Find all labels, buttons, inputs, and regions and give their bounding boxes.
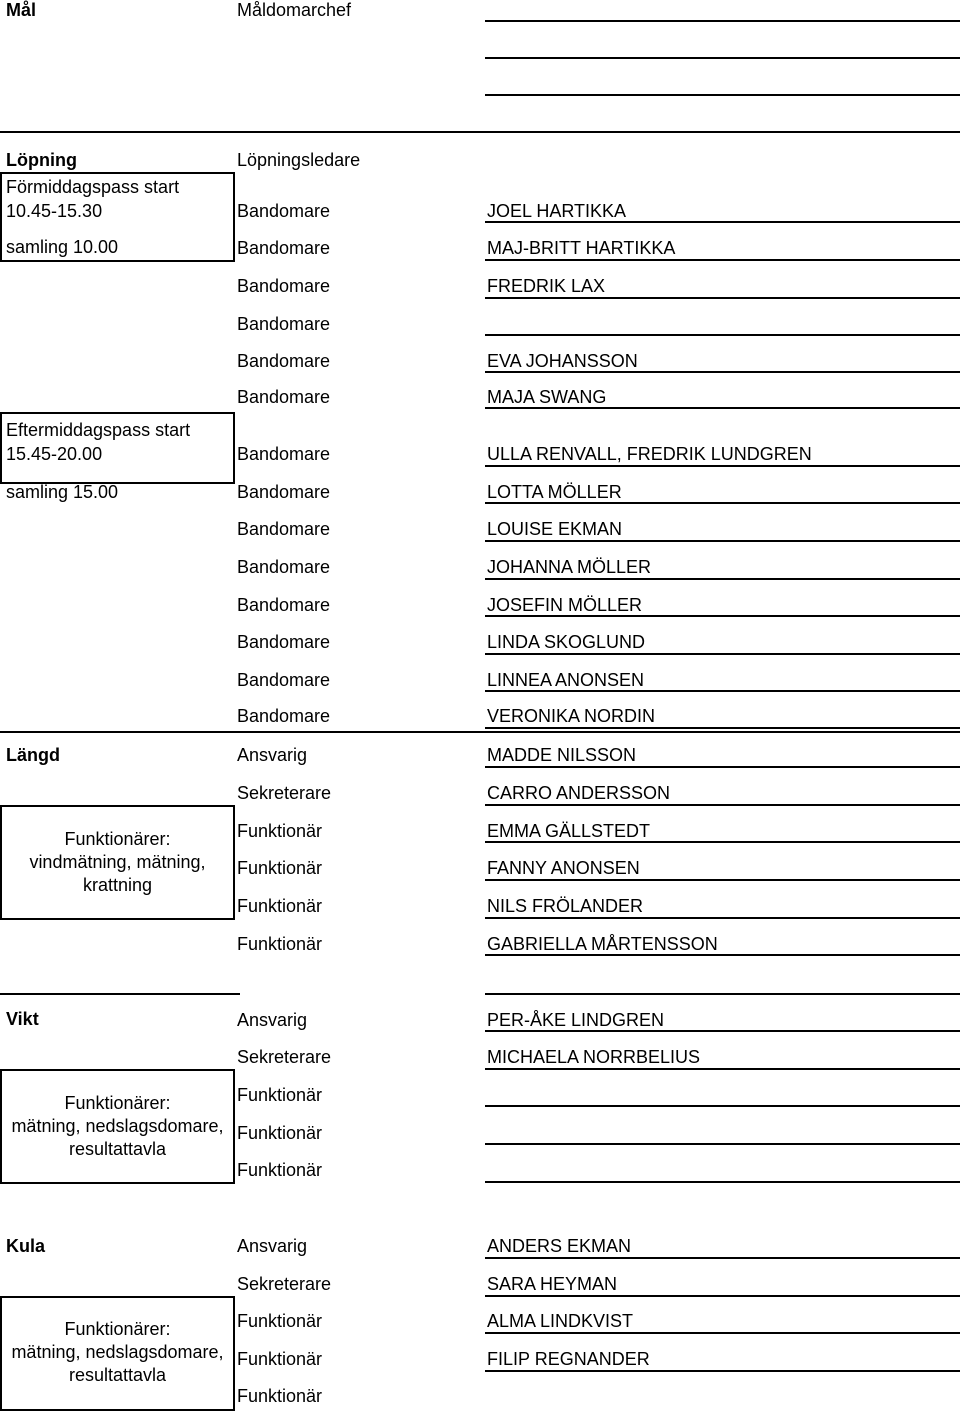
role-label: Funktionär	[237, 896, 323, 916]
signature-line	[485, 1370, 960, 1372]
person-name: EMMA GÄLLSTEDT	[487, 821, 651, 841]
role-label: Funktionär	[237, 1386, 323, 1406]
functionaries-label: mätning, nedslagsdomare,	[11, 1116, 224, 1136]
session-label: Förmiddagspass start	[6, 177, 180, 197]
person-name: ULLA RENVALL, FREDRIK LUNDGREN	[487, 444, 812, 464]
section-separator	[0, 731, 960, 733]
signature-line	[485, 1068, 960, 1070]
section-heading-lopning: Löpning	[6, 150, 77, 170]
role-label: Funktionär	[237, 934, 323, 954]
signature-line	[485, 804, 960, 806]
person-name: CARRO ANDERSSON	[487, 783, 671, 803]
person-name: JOSEFIN MÖLLER	[487, 595, 643, 615]
role-label: Bandomare	[237, 314, 331, 334]
person-name: LOTTA MÖLLER	[487, 482, 622, 502]
person-name: EVA JOHANSSON	[487, 351, 638, 371]
section-heading-kula: Kula	[6, 1236, 46, 1256]
person-name: PER-ÅKE LINDGREN	[487, 1010, 665, 1030]
role-label: Funktionär	[237, 821, 323, 841]
signature-line	[485, 578, 960, 580]
signature-line	[485, 259, 960, 261]
role-label: Måldomarchef	[237, 0, 352, 20]
signature-line	[485, 615, 960, 617]
role-label: Bandomare	[237, 595, 331, 615]
person-name: LOUISE EKMAN	[487, 519, 623, 539]
person-name: MAJ-BRITT HARTIKKA	[487, 238, 676, 258]
signature-line	[485, 993, 960, 995]
section-heading-mal: Mål	[6, 0, 37, 20]
session-label: samling 10.00	[6, 237, 119, 257]
signature-line	[485, 954, 960, 956]
signature-line	[485, 1295, 960, 1297]
role-label: Ansvarig	[237, 745, 308, 765]
role-label: Funktionär	[237, 1085, 323, 1105]
role-label: Bandomare	[237, 351, 331, 371]
person-name: FILIP REGNANDER	[487, 1349, 650, 1369]
section-heading-vikt: Vikt	[6, 1009, 39, 1029]
signature-line	[485, 1143, 960, 1145]
functionaries-label: vindmätning, mätning,	[29, 852, 206, 872]
section-heading-langd: Längd	[6, 745, 60, 765]
role-label: Bandomare	[237, 482, 331, 502]
signature-line	[485, 407, 960, 409]
signature-line	[485, 653, 960, 655]
section-separator	[0, 993, 240, 995]
person-name: FANNY ANONSEN	[487, 858, 640, 878]
signature-line	[485, 465, 960, 467]
signature-line	[485, 94, 960, 96]
signature-line	[485, 57, 960, 59]
role-label: Bandomare	[237, 519, 331, 539]
role-label: Sekreterare	[237, 1274, 332, 1294]
signature-line	[485, 221, 960, 223]
session-label: Eftermiddagspass start	[6, 420, 191, 440]
role-label: Ansvarig	[237, 1236, 308, 1256]
signature-line	[485, 1105, 960, 1107]
person-name: NILS FRÖLANDER	[487, 896, 644, 916]
role-label: Funktionär	[237, 1123, 323, 1143]
role-label: Bandomare	[237, 201, 331, 221]
signature-line	[485, 879, 960, 881]
signature-line	[485, 1332, 960, 1334]
person-name: VERONIKA NORDIN	[487, 706, 656, 726]
role-label: Ansvarig	[237, 1010, 308, 1030]
signature-line	[485, 297, 960, 299]
section-separator	[0, 131, 960, 133]
person-name: GABRIELLA MÅRTENSSON	[487, 934, 718, 954]
session-label: 15.45-20.00	[6, 444, 103, 464]
person-name: LINNEA ANONSEN	[487, 670, 645, 690]
functionaries-label: resultattavla	[68, 1139, 167, 1159]
signature-line	[485, 690, 960, 692]
person-name: ANDERS EKMAN	[487, 1236, 632, 1256]
person-name: MADDE NILSSON	[487, 745, 637, 765]
person-name: LINDA SKOGLUND	[487, 632, 646, 652]
signature-line	[485, 766, 960, 768]
signature-line	[485, 1030, 960, 1032]
role-label: Bandomare	[237, 706, 331, 726]
role-label: Funktionär	[237, 1311, 323, 1331]
signature-line	[485, 540, 960, 542]
role-label: Funktionär	[237, 1349, 323, 1369]
signature-line	[485, 1257, 960, 1259]
session-label: samling 15.00	[6, 482, 119, 502]
signature-line	[485, 502, 960, 504]
role-label: Bandomare	[237, 276, 331, 296]
session-label: 10.45-15.30	[6, 201, 103, 221]
signature-line	[485, 1181, 960, 1183]
person-name: FREDRIK LAX	[487, 276, 606, 296]
signature-line	[485, 20, 960, 22]
role-label: Bandomare	[237, 557, 331, 577]
role-label: Bandomare	[237, 632, 331, 652]
functionaries-label: resultattavla	[68, 1365, 167, 1385]
functionaries-label: krattning	[82, 875, 153, 895]
signature-line	[485, 334, 960, 336]
role-label: Bandomare	[237, 238, 331, 258]
functionaries-label: Funktionärer:	[64, 829, 171, 849]
functionaries-label: Funktionärer:	[64, 1093, 171, 1113]
person-name: JOHANNA MÖLLER	[487, 557, 652, 577]
signature-line	[485, 727, 960, 729]
role-label: Bandomare	[237, 387, 331, 407]
role-label: Bandomare	[237, 670, 331, 690]
signature-line	[485, 917, 960, 919]
functionaries-label: Funktionärer:	[64, 1319, 171, 1339]
person-name: MAJA SWANG	[487, 387, 607, 407]
role-label: Bandomare	[237, 444, 331, 464]
person-name: SARA HEYMAN	[487, 1274, 618, 1294]
signature-line	[485, 841, 960, 843]
role-label: Sekreterare	[237, 783, 332, 803]
person-name: JOEL HARTIKKA	[487, 201, 627, 221]
role-label: Funktionär	[237, 1160, 323, 1180]
person-name: ALMA LINDKVIST	[487, 1311, 634, 1331]
role-label: Löpningsledare	[237, 150, 361, 170]
role-label: Sekreterare	[237, 1047, 332, 1067]
functionaries-label: mätning, nedslagsdomare,	[11, 1342, 224, 1362]
person-name: MICHAELA NORRBELIUS	[487, 1047, 701, 1067]
role-label: Funktionär	[237, 858, 323, 878]
signature-line	[485, 371, 960, 373]
